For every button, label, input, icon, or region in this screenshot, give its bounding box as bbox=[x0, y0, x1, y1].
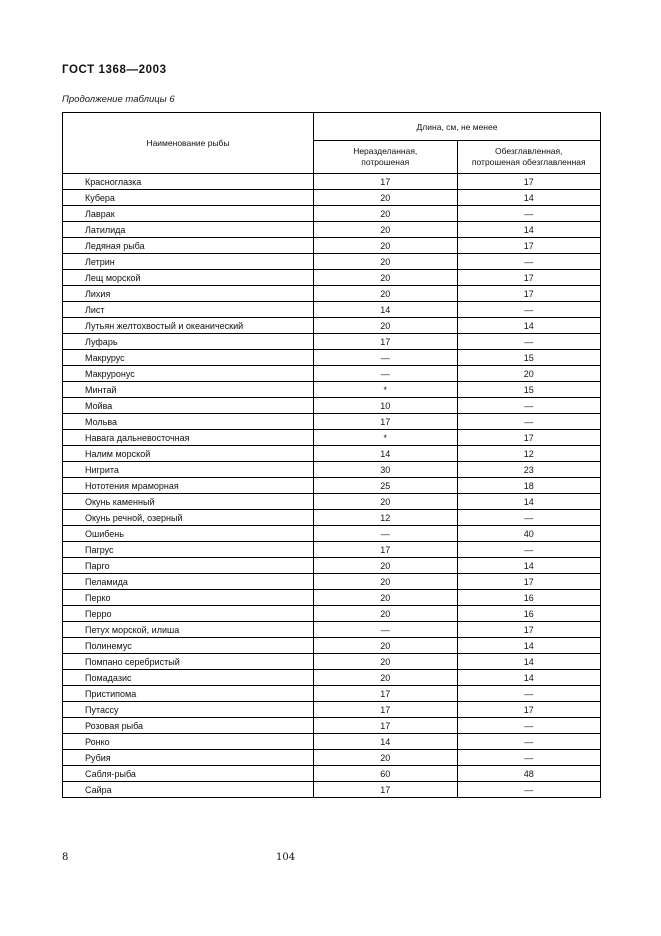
length-headless-gutted-cell: 17 bbox=[457, 286, 601, 302]
fish-name-cell: Мольва bbox=[63, 414, 314, 430]
table-row bbox=[63, 542, 601, 558]
length-whole-gutted-cell: 17 bbox=[314, 334, 458, 350]
length-headless-gutted-cell: 14 bbox=[457, 670, 601, 686]
fish-name-cell: Окунь каменный bbox=[63, 494, 314, 510]
fish-name-cell: Помпано серебристый bbox=[63, 654, 314, 670]
fish-name-cell: Парго bbox=[63, 558, 314, 574]
fish-name-cell: Полинемус bbox=[63, 638, 314, 654]
fish-name-cell: Пристипома bbox=[63, 686, 314, 702]
fish-name-cell: Латилида bbox=[63, 222, 314, 238]
table-row bbox=[63, 718, 601, 734]
table-row bbox=[63, 270, 601, 286]
length-whole-gutted-cell: 20 bbox=[314, 270, 458, 286]
length-headless-gutted-cell: 14 bbox=[457, 638, 601, 654]
length-whole-gutted-cell: 20 bbox=[314, 750, 458, 766]
length-whole-gutted-cell: 17 bbox=[314, 686, 458, 702]
length-whole-gutted-cell: 20 bbox=[314, 190, 458, 206]
length-headless-gutted-cell: — bbox=[457, 206, 601, 222]
length-headless-gutted-cell: — bbox=[457, 414, 601, 430]
length-whole-gutted-cell: 14 bbox=[314, 734, 458, 750]
length-headless-gutted-cell: — bbox=[457, 686, 601, 702]
length-headless-gutted-cell: — bbox=[457, 750, 601, 766]
length-whole-gutted-cell: 20 bbox=[314, 238, 458, 254]
table-row bbox=[63, 174, 601, 190]
length-whole-gutted-cell: 30 bbox=[314, 462, 458, 478]
fish-name-cell: Красноглазка bbox=[63, 174, 314, 190]
fish-name-cell: Лутьян желтохвостый и океанический bbox=[63, 318, 314, 334]
length-headless-gutted-cell: 17 bbox=[457, 430, 601, 446]
table-row bbox=[63, 574, 601, 590]
length-whole-gutted-cell: 17 bbox=[314, 782, 458, 798]
length-whole-gutted-cell: 20 bbox=[314, 206, 458, 222]
length-whole-gutted-cell: — bbox=[314, 526, 458, 542]
length-headless-gutted-cell: 16 bbox=[457, 590, 601, 606]
table-row bbox=[63, 526, 601, 542]
column-header-whole-gutted: Неразделанная, потрошеная bbox=[314, 141, 458, 174]
length-headless-gutted-cell: 14 bbox=[457, 190, 601, 206]
fish-length-table bbox=[62, 112, 601, 798]
length-headless-gutted-cell: 18 bbox=[457, 478, 601, 494]
fish-name-cell: Нигрита bbox=[63, 462, 314, 478]
fish-name-cell: Нототения мраморная bbox=[63, 478, 314, 494]
length-whole-gutted-cell: 17 bbox=[314, 542, 458, 558]
table-row bbox=[63, 686, 601, 702]
length-headless-gutted-cell: 40 bbox=[457, 526, 601, 542]
length-whole-gutted-cell: — bbox=[314, 350, 458, 366]
table-row bbox=[63, 462, 601, 478]
length-whole-gutted-cell: 12 bbox=[314, 510, 458, 526]
fish-name-cell: Сабля-рыба bbox=[63, 766, 314, 782]
length-whole-gutted-cell: 17 bbox=[314, 174, 458, 190]
length-headless-gutted-cell: — bbox=[457, 782, 601, 798]
length-headless-gutted-cell: 14 bbox=[457, 222, 601, 238]
length-whole-gutted-cell: 25 bbox=[314, 478, 458, 494]
table-body bbox=[63, 174, 601, 798]
page-title: ГОСТ 1368—2003 bbox=[62, 64, 167, 76]
length-whole-gutted-cell: 20 bbox=[314, 654, 458, 670]
length-whole-gutted-cell: 17 bbox=[314, 414, 458, 430]
length-whole-gutted-cell: 17 bbox=[314, 702, 458, 718]
length-whole-gutted-cell: * bbox=[314, 430, 458, 446]
fish-name-cell: Навага дальневосточная bbox=[63, 430, 314, 446]
table-row bbox=[63, 702, 601, 718]
fish-name-cell: Макрурус bbox=[63, 350, 314, 366]
fish-name-cell: Пеламида bbox=[63, 574, 314, 590]
fish-name-cell: Окунь речной, озерный bbox=[63, 510, 314, 526]
table-row bbox=[63, 622, 601, 638]
length-headless-gutted-cell: — bbox=[457, 254, 601, 270]
fish-name-cell: Сайра bbox=[63, 782, 314, 798]
length-whole-gutted-cell: 20 bbox=[314, 670, 458, 686]
fish-name-cell: Розовая рыба bbox=[63, 718, 314, 734]
length-whole-gutted-cell: — bbox=[314, 366, 458, 382]
table-row bbox=[63, 414, 601, 430]
table-row bbox=[63, 302, 601, 318]
length-headless-gutted-cell: — bbox=[457, 542, 601, 558]
length-whole-gutted-cell: * bbox=[314, 382, 458, 398]
table-row bbox=[63, 382, 601, 398]
fish-name-cell: Минтай bbox=[63, 382, 314, 398]
length-whole-gutted-cell: 10 bbox=[314, 398, 458, 414]
table-header bbox=[63, 113, 601, 174]
length-headless-gutted-cell: 17 bbox=[457, 622, 601, 638]
length-headless-gutted-cell: — bbox=[457, 734, 601, 750]
length-headless-gutted-cell: 14 bbox=[457, 654, 601, 670]
table-row bbox=[63, 782, 601, 798]
length-headless-gutted-cell: 17 bbox=[457, 574, 601, 590]
length-headless-gutted-cell: 14 bbox=[457, 318, 601, 334]
table-row bbox=[63, 366, 601, 382]
length-headless-gutted-cell: 16 bbox=[457, 606, 601, 622]
fish-name-cell: Лист bbox=[63, 302, 314, 318]
table-row bbox=[63, 734, 601, 750]
length-whole-gutted-cell: 14 bbox=[314, 446, 458, 462]
table-row bbox=[63, 558, 601, 574]
table-row bbox=[63, 430, 601, 446]
length-headless-gutted-cell: — bbox=[457, 334, 601, 350]
fish-name-cell: Лещ морской bbox=[63, 270, 314, 286]
length-whole-gutted-cell: 17 bbox=[314, 718, 458, 734]
length-headless-gutted-cell: 48 bbox=[457, 766, 601, 782]
table-row bbox=[63, 334, 601, 350]
footer-page-number-left: 8 bbox=[62, 852, 69, 863]
fish-name-cell: Летрин bbox=[63, 254, 314, 270]
table-row bbox=[63, 478, 601, 494]
table-row bbox=[63, 350, 601, 366]
table-row bbox=[63, 206, 601, 222]
length-headless-gutted-cell: 14 bbox=[457, 558, 601, 574]
fish-name-cell: Лаврак bbox=[63, 206, 314, 222]
length-whole-gutted-cell: 20 bbox=[314, 558, 458, 574]
length-whole-gutted-cell: 20 bbox=[314, 254, 458, 270]
length-whole-gutted-cell: 20 bbox=[314, 590, 458, 606]
length-whole-gutted-cell: 20 bbox=[314, 574, 458, 590]
table-row bbox=[63, 286, 601, 302]
length-headless-gutted-cell: 17 bbox=[457, 238, 601, 254]
fish-name-cell: Перко bbox=[63, 590, 314, 606]
fish-name-cell: Налим морской bbox=[63, 446, 314, 462]
table-row bbox=[63, 254, 601, 270]
table-row bbox=[63, 318, 601, 334]
length-whole-gutted-cell: — bbox=[314, 622, 458, 638]
fish-name-cell: Ронко bbox=[63, 734, 314, 750]
fish-name-cell: Пагрус bbox=[63, 542, 314, 558]
fish-name-cell: Лихия bbox=[63, 286, 314, 302]
table-row bbox=[63, 670, 601, 686]
table-row bbox=[63, 606, 601, 622]
length-headless-gutted-cell: 15 bbox=[457, 382, 601, 398]
fish-name-cell: Ошибень bbox=[63, 526, 314, 542]
fish-name-cell: Помадазис bbox=[63, 670, 314, 686]
length-headless-gutted-cell: 17 bbox=[457, 702, 601, 718]
length-headless-gutted-cell: — bbox=[457, 510, 601, 526]
table-row bbox=[63, 638, 601, 654]
column-group-header-length: Длина, см, не менее bbox=[314, 113, 601, 141]
length-headless-gutted-cell: — bbox=[457, 398, 601, 414]
column-header-fish-name: Наименование рыбы bbox=[63, 113, 314, 174]
table-row bbox=[63, 494, 601, 510]
length-headless-gutted-cell: — bbox=[457, 302, 601, 318]
length-whole-gutted-cell: 20 bbox=[314, 638, 458, 654]
column-header-headless-gutted: Обезглавленная, потрошеная обезглавленная bbox=[457, 141, 601, 174]
length-headless-gutted-cell: 17 bbox=[457, 174, 601, 190]
length-whole-gutted-cell: 14 bbox=[314, 302, 458, 318]
length-headless-gutted-cell: 12 bbox=[457, 446, 601, 462]
length-headless-gutted-cell: 14 bbox=[457, 494, 601, 510]
table-row bbox=[63, 238, 601, 254]
table-row bbox=[63, 766, 601, 782]
length-whole-gutted-cell: 20 bbox=[314, 286, 458, 302]
fish-name-cell: Ледяная рыба bbox=[63, 238, 314, 254]
length-headless-gutted-cell: 20 bbox=[457, 366, 601, 382]
table-row bbox=[63, 590, 601, 606]
fish-name-cell: Мойва bbox=[63, 398, 314, 414]
fish-name-cell: Луфарь bbox=[63, 334, 314, 350]
length-whole-gutted-cell: 20 bbox=[314, 222, 458, 238]
fish-name-cell: Кубера bbox=[63, 190, 314, 206]
table-row bbox=[63, 510, 601, 526]
length-whole-gutted-cell: 60 bbox=[314, 766, 458, 782]
table-row bbox=[63, 190, 601, 206]
length-headless-gutted-cell: 17 bbox=[457, 270, 601, 286]
fish-name-cell: Петух морской, илиша bbox=[63, 622, 314, 638]
length-headless-gutted-cell: — bbox=[457, 718, 601, 734]
table-caption: Продолжение таблицы 6 bbox=[62, 94, 175, 105]
length-headless-gutted-cell: 15 bbox=[457, 350, 601, 366]
length-whole-gutted-cell: 20 bbox=[314, 318, 458, 334]
fish-name-cell: Рубия bbox=[63, 750, 314, 766]
length-headless-gutted-cell: 23 bbox=[457, 462, 601, 478]
table-row bbox=[63, 222, 601, 238]
table-row bbox=[63, 446, 601, 462]
footer-page-number-center: 104 bbox=[276, 852, 296, 863]
table-row bbox=[63, 398, 601, 414]
fish-name-cell: Перро bbox=[63, 606, 314, 622]
table-row bbox=[63, 750, 601, 766]
table-row bbox=[63, 654, 601, 670]
fish-name-cell: Путассу bbox=[63, 702, 314, 718]
length-whole-gutted-cell: 20 bbox=[314, 494, 458, 510]
length-whole-gutted-cell: 20 bbox=[314, 606, 458, 622]
fish-name-cell: Макруронус bbox=[63, 366, 314, 382]
